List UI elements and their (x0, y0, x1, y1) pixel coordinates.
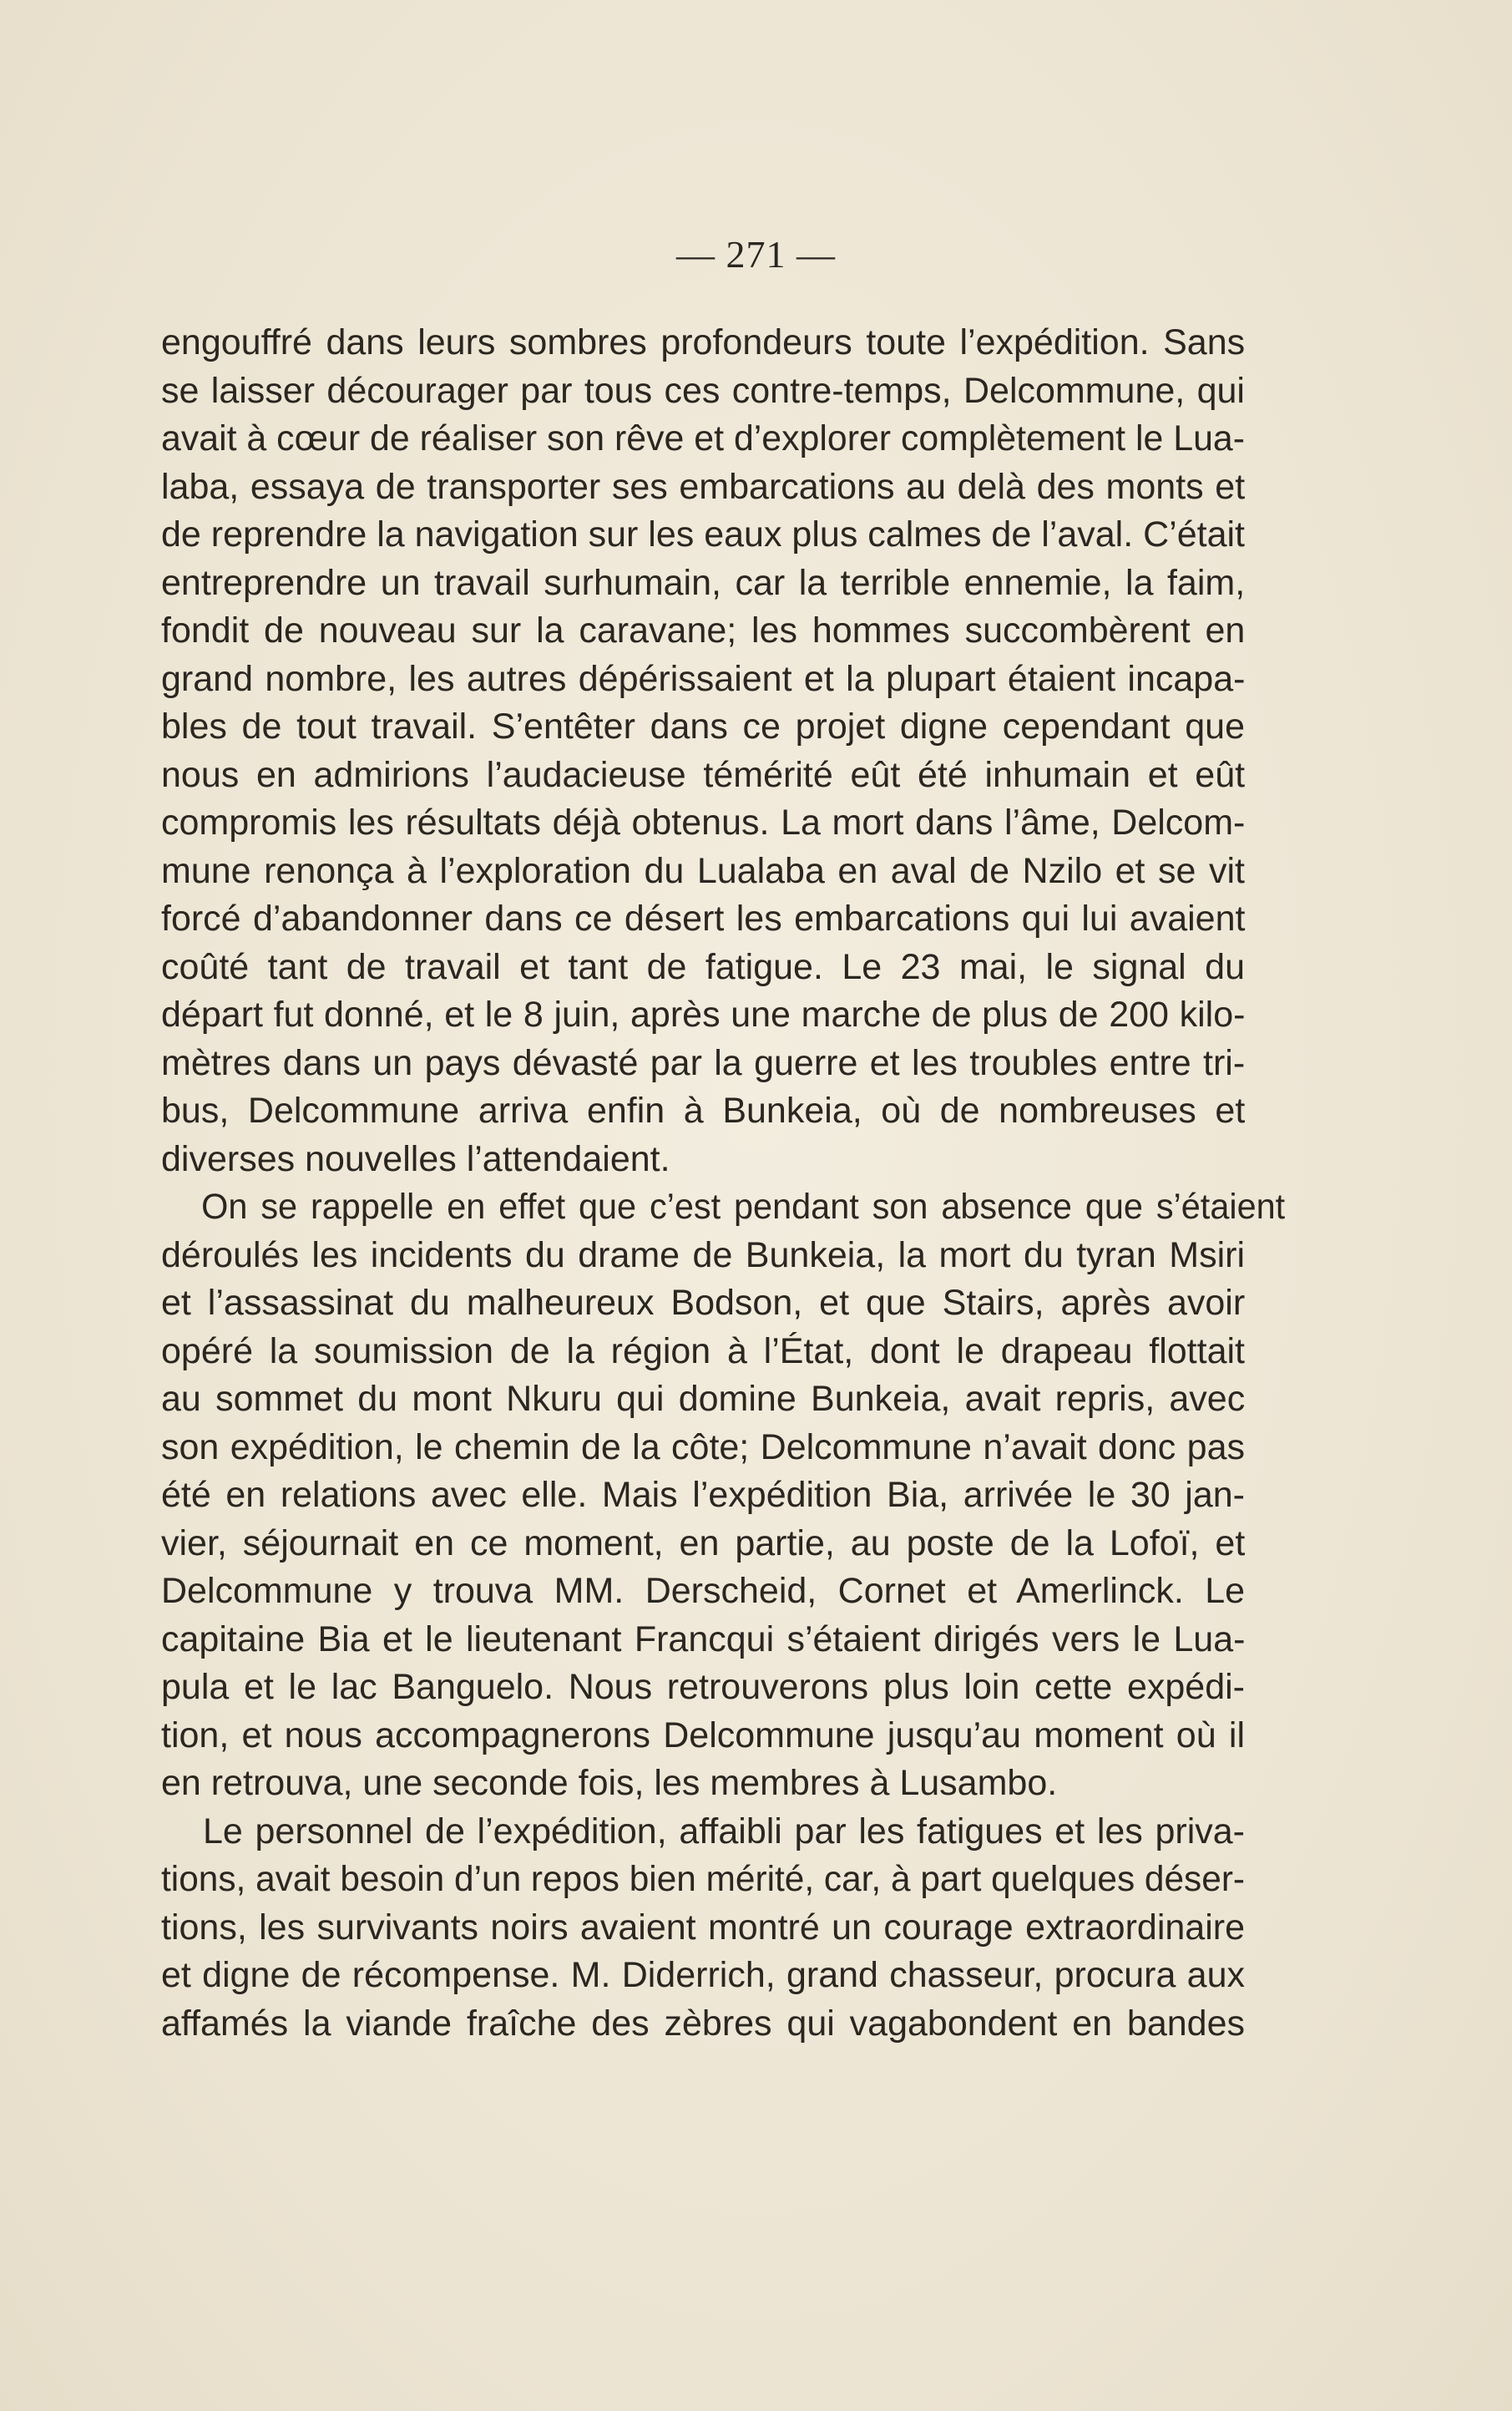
text-line: forcé d’abandonner dans ce désert les embarcations qui lui avaient (161, 899, 1246, 939)
text-line: coûté tant de travail et tant de fatigue. Le 23 mai, le signal du (161, 946, 1245, 987)
text-line: Le personnel de l’expédition, affaibli par les fatigues et les priva- (203, 1811, 1245, 1851)
text-line: déroulés les incidents du drame de Bunkeia, la mort du tyran Msiri (161, 1234, 1245, 1275)
text-line: affamés la viande fraîche des zèbres qui vagabondent en bandes (161, 2003, 1245, 2044)
text-line: départ fut donné, et le 8 juin, après une marche de plus de 200 kilo- (161, 995, 1246, 1035)
text-line: tions, avait besoin d’un repos bien mérité, car, à part quelques déser- (161, 1859, 1246, 1899)
text-line: tion, et nous accompagnerons Delcommune jusqu’au moment où il (161, 1715, 1245, 1755)
text-line: mune renonça à l’exploration du Lualaba en aval de Nzilo et se vit (161, 850, 1245, 891)
text-line: mètres dans un pays dévasté par la guerre et les troubles entre tri- (161, 1042, 1246, 1083)
text-line: nous en admirions l’audacieuse témérité eût été inhumain et eût (161, 754, 1246, 795)
paragraph-2 (161, 1183, 1286, 1808)
paragraph-3 (161, 1808, 1245, 2049)
text-line: bles de tout travail. S’entêter dans ce projet digne cependant que (161, 707, 1245, 747)
text-line: compromis les résultats déjà obtenus. La mort dans l’âme, Delcom- (161, 803, 1246, 843)
text-line: tions, les survivants noirs avaient montré un courage extraordinaire (161, 1907, 1245, 1948)
text-line: en retrouva, une seconde fois, les membres à Lusambo. (161, 1763, 1058, 1803)
text-line: diverses nouvelles l’attendaient. (161, 1138, 670, 1179)
text-line: son expédition, le chemin de la côte; Delcommune n’avait donc pas (161, 1426, 1245, 1467)
text-line: vier, séjournait en ce moment, en partie, au poste de la Lofoï, et (161, 1522, 1246, 1563)
text-line: fondit de nouveau sur la caravane; les hommes succombèrent en (161, 610, 1246, 651)
text-line: de reprendre la navigation sur les eaux plus calmes de l’aval. C’était (161, 514, 1245, 555)
text-line: capitaine Bia et le lieutenant Francqui s’étaient dirigés vers le Lua- (161, 1618, 1246, 1659)
body-text (161, 319, 1286, 2048)
text-line: opéré la soumission de la région à l’État, dont le drapeau flottait (161, 1330, 1245, 1371)
page-number: — 271 — (676, 233, 836, 276)
text-line: grand nombre, les autres dépérissaient et la plupart étaient incapa- (161, 658, 1246, 699)
text-line: et l’assassinat du malheureux Bodson, et que Stairs, après avoir (161, 1283, 1246, 1323)
text-line: au sommet du mont Nkuru qui domine Bunkeia, avait repris, avec (161, 1379, 1246, 1419)
text-line: se laisser décourager par tous ces contre-temps, Delcommune, qui (161, 370, 1245, 411)
text-line: bus, Delcommune arriva enfin à Bunkeia, où de nombreuses et (161, 1091, 1246, 1131)
text-line: pula et le lac Banguelo. Nous retrouverons plus loin cette expédi- (161, 1667, 1245, 1707)
text-line: et digne de récompense. M. Diderrich, grand chasseur, procura aux (161, 1955, 1245, 1995)
text-line: laba, essaya de transporter ses embarcations au delà des monts et (161, 466, 1246, 507)
text-line: engouffré dans leurs sombres profondeurs toute l’expédition. Sans (161, 322, 1246, 362)
text-line: entreprendre un travail surhumain, car la terrible ennemie, la faim, (161, 562, 1246, 603)
text-line: été en relations avec elle. Mais l’expédition Bia, arrivée le 30 jan- (161, 1475, 1245, 1515)
text-line: Delcommune y trouva MM. Derscheid, Cornet et Amerlinck. Le (161, 1571, 1246, 1611)
text-line: On se rappelle en effet que c’est pendant son absence que s’étaient (201, 1187, 1286, 1227)
text-line: avait à cœur de réaliser son rêve et d’explorer complètement le Lua- (161, 418, 1245, 458)
paragraph-1 (161, 319, 1245, 1183)
